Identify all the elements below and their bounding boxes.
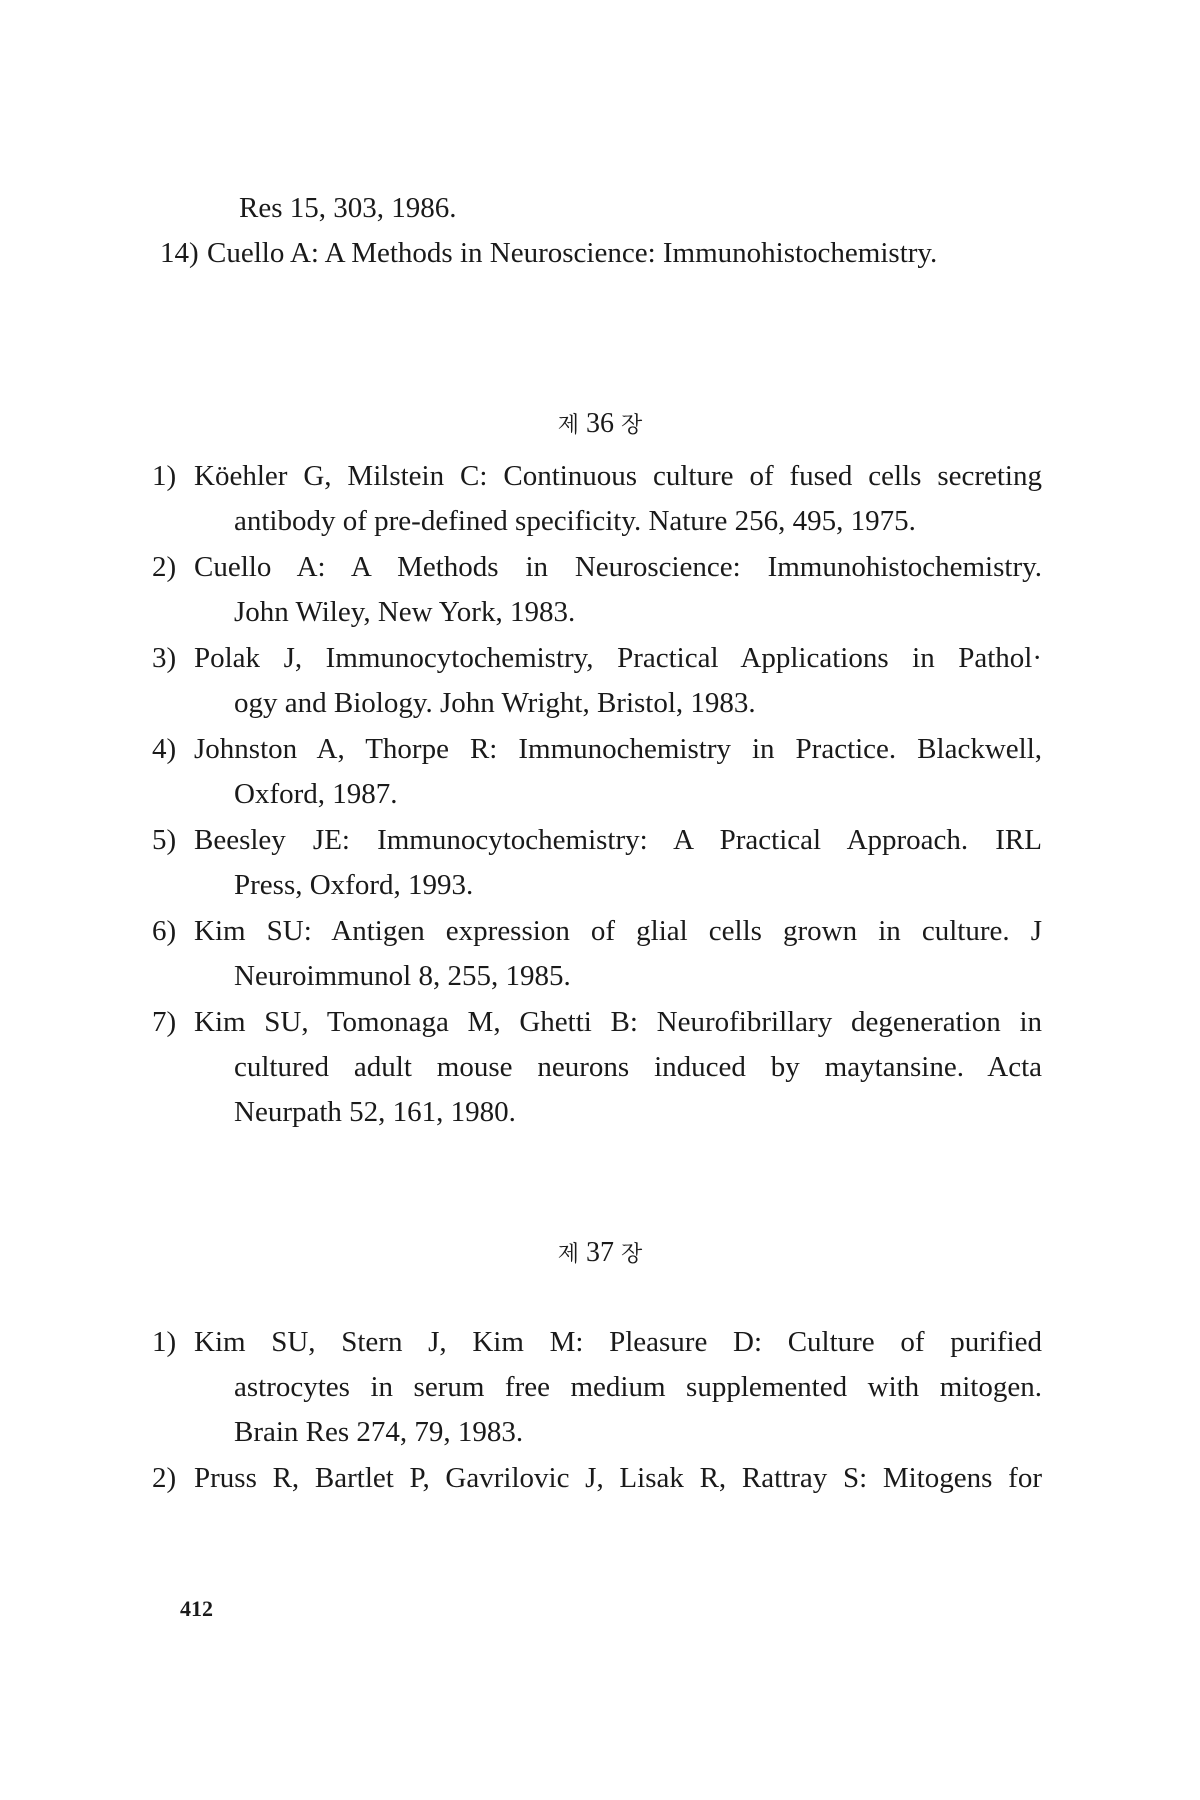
reference-number: 1) (152, 460, 177, 492)
reference-entry (152, 454, 1042, 544)
reference-number: 5) (152, 824, 177, 856)
reference-number: 14) (160, 237, 199, 269)
reference-entry (152, 1320, 1042, 1455)
reference-line: Köehler G, Milstein C: Continuous culture of fused cells secreting (194, 460, 1042, 492)
reference-line: Neurpath 52, 161, 1980. (234, 1096, 516, 1128)
reference-number: 6) (152, 915, 177, 947)
reference-line: Oxford, 1987. (234, 778, 398, 810)
reference-entry (152, 1456, 1042, 1501)
reference-entry (152, 727, 1042, 817)
reference-entry (152, 1000, 1042, 1135)
chapter-number: 37 (586, 1237, 614, 1268)
reference-line: ogy and Biology. John Wright, Bristol, 1983. (234, 687, 756, 719)
reference-line: Pruss R, Bartlet P, Gavrilovic J, Lisak R, Rattray S: Mitogens for (194, 1462, 1042, 1494)
reference-line: Neuroimmunol 8, 255, 1985. (234, 960, 571, 992)
reference-line: Kim SU, Tomonaga M, Ghetti B: Neurofibrillary degeneration in (194, 1006, 1042, 1038)
reference-line: John Wiley, New York, 1983. (234, 596, 576, 628)
reference-continuation: Res 15, 303, 1986. (239, 192, 457, 224)
reference-line: astrocytes in serum free medium supplemented with mitogen. (234, 1371, 1042, 1403)
chapter-suffix: 장 (621, 413, 643, 438)
reference-number: 2) (152, 1462, 177, 1494)
reference-number: 2) (152, 551, 177, 583)
reference-entry-14 (160, 231, 1025, 276)
reference-line: cultured adult mouse neurons induced by maytansine. Acta (234, 1051, 1042, 1083)
reference-line: antibody of pre-defined specificity. Nature 256, 495, 1975. (234, 505, 916, 537)
reference-line: Polak J, Immunocytochemistry, Practical Applications in Pathol· (194, 642, 1042, 674)
reference-number: 4) (152, 733, 177, 765)
reference-line: Kim SU: Antigen expression of glial cells grown in culture. J (194, 915, 1042, 947)
reference-entry (152, 909, 1042, 999)
chapter-suffix: 장 (621, 1242, 643, 1267)
chapter-prefix: 제 (557, 1242, 579, 1267)
chapter-prefix: 제 (557, 413, 579, 438)
reference-line: Cuello A: A Methods in Neuroscience: Immunohistochemistry. (194, 551, 1042, 583)
reference-number: 3) (152, 642, 177, 674)
reference-line: Press, Oxford, 1993. (234, 869, 474, 901)
reference-number: 7) (152, 1006, 177, 1038)
reference-line: Brain Res 274, 79, 1983. (234, 1416, 524, 1448)
reference-line: Johnston A, Thorpe R: Immunochemistry in Practice. Blackwell, (194, 733, 1042, 765)
reference-text: Cuello A: A Methods in Neuroscience: Immunohistochemistry. (207, 237, 938, 269)
reference-number: 1) (152, 1326, 177, 1358)
page-number: 412 (180, 1596, 213, 1621)
reference-entry (152, 818, 1042, 908)
reference-line: Beesley JE: Immunocytochemistry: A Practical Approach. IRL (194, 824, 1042, 856)
reference-line: Kim SU, Stern J, Kim M: Pleasure D: Culture of purified (194, 1326, 1042, 1358)
reference-entry (152, 636, 1042, 726)
chapter-number: 36 (586, 408, 614, 439)
reference-entry (152, 545, 1042, 635)
chapter-heading-36 (500, 406, 700, 444)
chapter-heading-37 (500, 1235, 700, 1273)
